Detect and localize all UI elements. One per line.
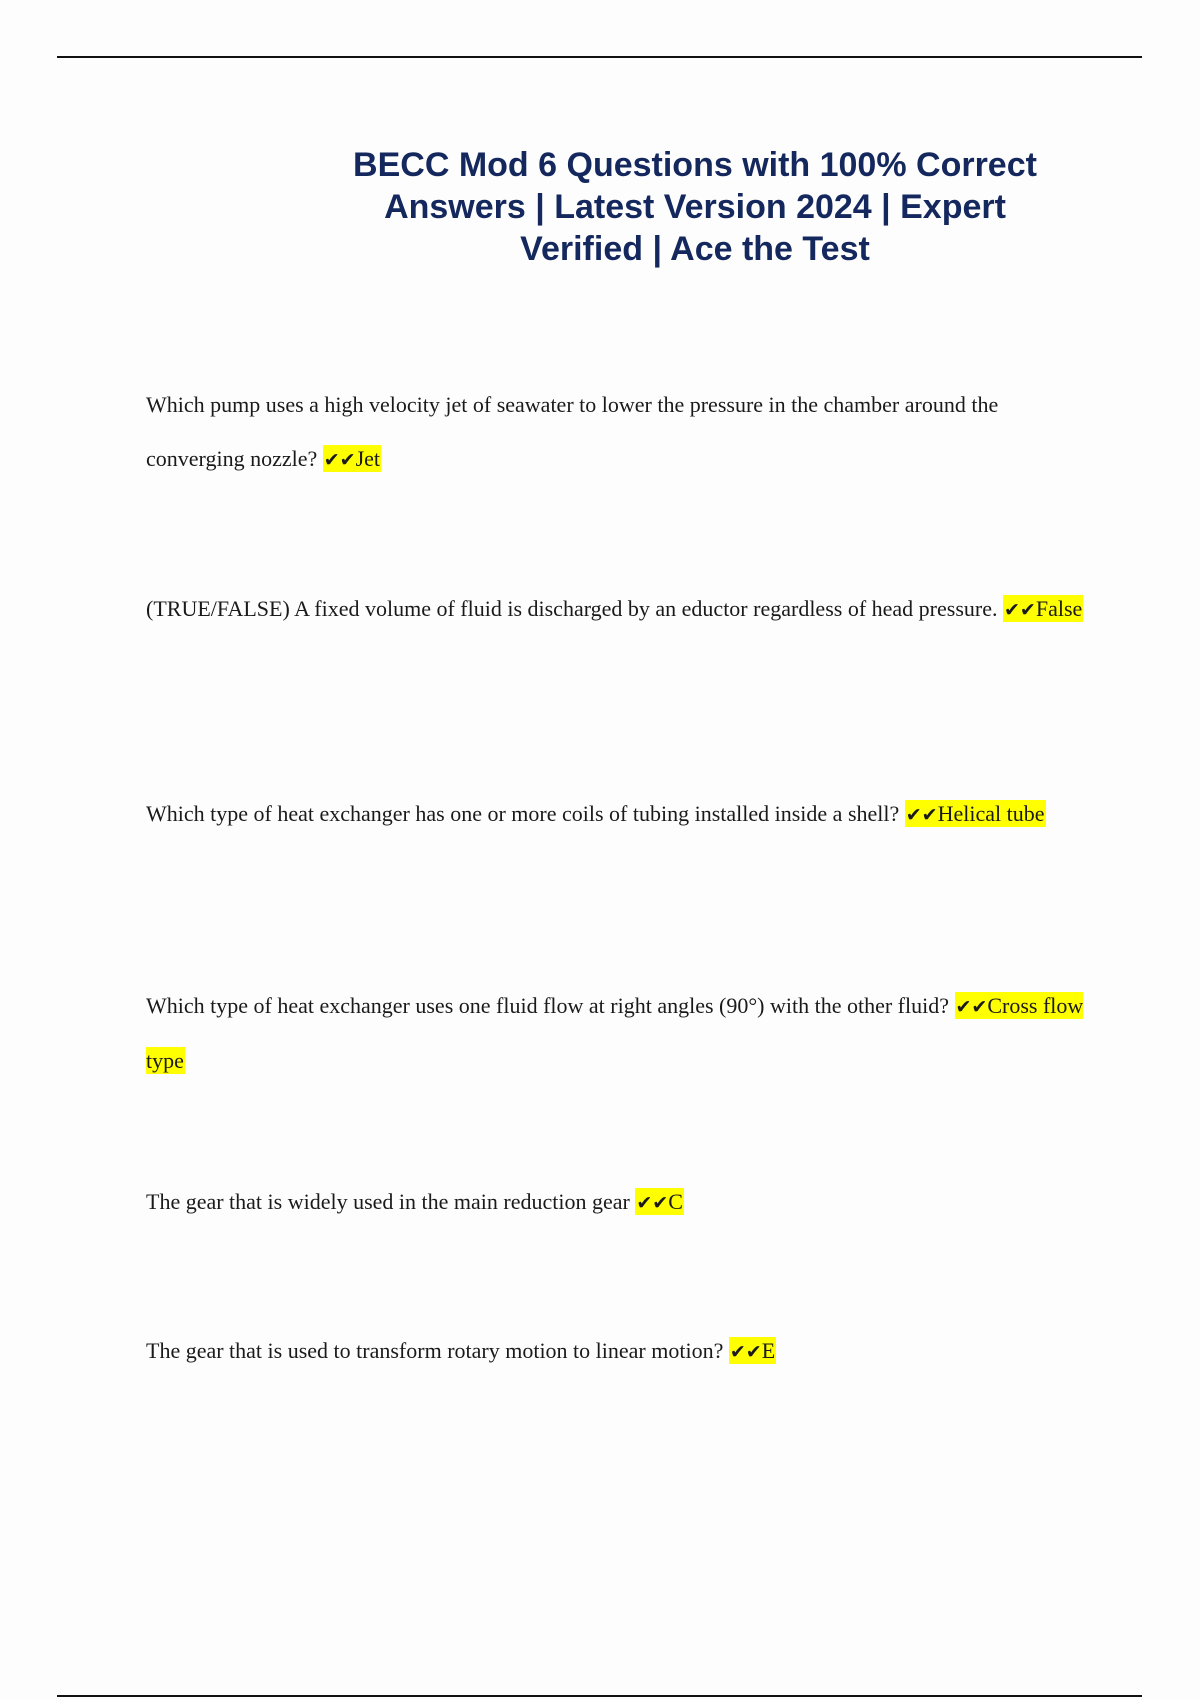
question-text: Which type of heat exchanger uses one fluid flow at right angles (90°) with the other fluid? [146, 993, 949, 1018]
answer-text: C [668, 1189, 683, 1214]
question-text: (TRUE/FALSE) A fixed volume of fluid is discharged by an eductor regardless of head pressure. [146, 596, 998, 621]
double-check-icon: ✔✔ [323, 449, 356, 471]
question-text: The gear that is used to transform rotary motion to linear motion? [146, 1338, 724, 1363]
answer-highlight [323, 445, 381, 472]
answer-text: Helical tube [937, 801, 1045, 826]
answer-highlight [729, 1337, 776, 1364]
answer-highlight [1003, 595, 1083, 622]
double-check-icon: ✔✔ [905, 804, 938, 826]
double-check-icon: ✔✔ [636, 1192, 669, 1214]
question-text: The gear that is widely used in the main reduction gear [146, 1189, 630, 1214]
answer-text: Cross flow type [146, 993, 1084, 1073]
qa-item-1 [146, 378, 1096, 487]
double-check-icon: ✔✔ [955, 996, 988, 1018]
double-check-icon: ✔✔ [1003, 599, 1036, 621]
question-text: Which type of heat exchanger has one or more coils of tubing installed inside a shell? [146, 801, 900, 826]
double-check-icon: ✔✔ [729, 1341, 762, 1363]
qa-item-3 [146, 789, 1096, 840]
answer-highlight [905, 800, 1046, 827]
bottom-divider [57, 1695, 1142, 1697]
answer-text: False [1035, 596, 1083, 621]
question-text: Which pump uses a high velocity jet of seawater to lower the pressure in the chamber around the converging nozzle? [146, 392, 999, 471]
qa-item-6 [146, 1331, 1096, 1372]
answer-text: E [761, 1338, 776, 1363]
answer-text: Jet [355, 446, 381, 471]
qa-item-4 [146, 979, 1096, 1088]
qa-item-5 [146, 1182, 1096, 1223]
top-divider [57, 56, 1142, 58]
document-title: BECC Mod 6 Questions with 100% Correct Answers | Latest Version 2024 | Expert Verified | Ace the Test [353, 146, 1037, 268]
answer-highlight [635, 1188, 684, 1215]
qa-item-2 [146, 582, 1096, 637]
